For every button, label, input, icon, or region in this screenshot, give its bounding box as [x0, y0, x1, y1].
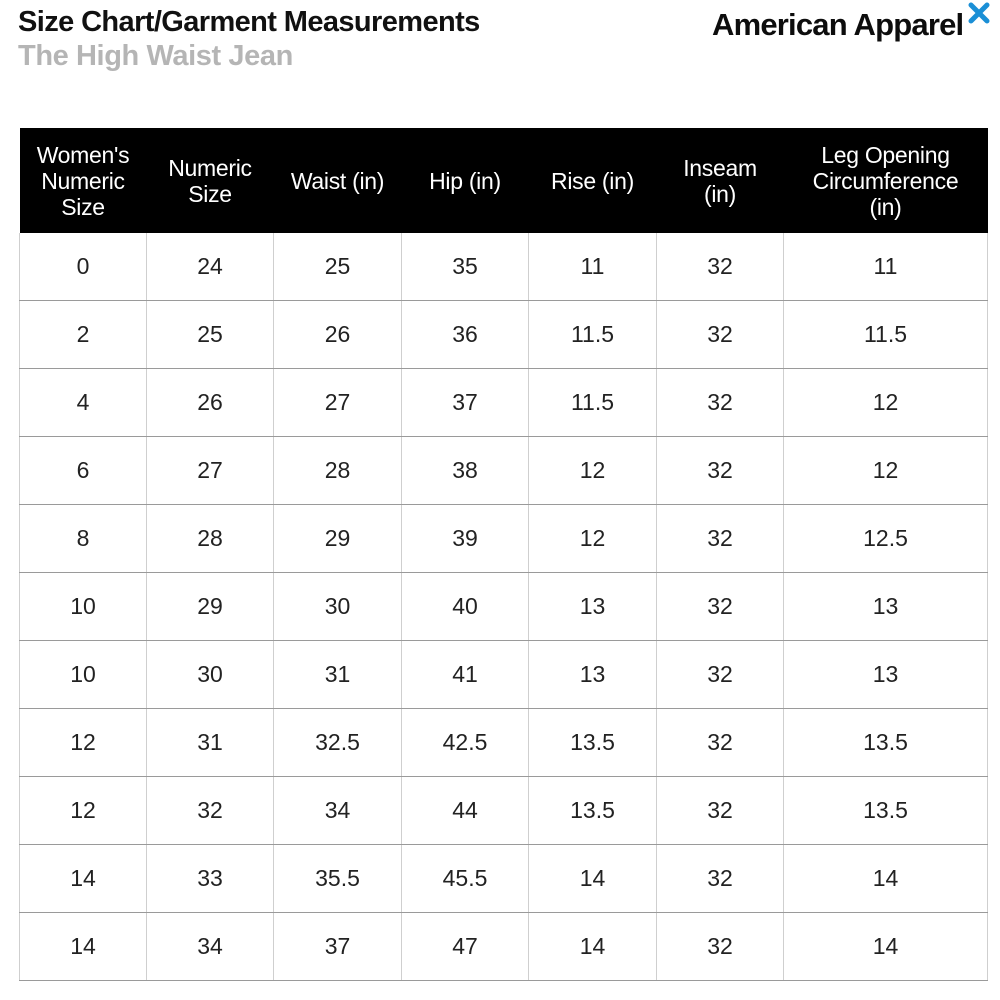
- table-row: [20, 709, 988, 777]
- table-cell: 13: [784, 641, 988, 709]
- table-cell: 34: [274, 777, 402, 845]
- column-header-waist: Waist (in): [274, 128, 402, 233]
- table-cell: 13.5: [529, 709, 657, 777]
- table-row: [20, 437, 988, 505]
- table-cell: 12: [20, 777, 147, 845]
- table-cell: 11: [529, 233, 657, 301]
- table-cell: 13: [529, 641, 657, 709]
- table-cell: 12: [784, 369, 988, 437]
- table-cell: 14: [784, 845, 988, 913]
- table-cell: 32: [657, 301, 784, 369]
- table-row: [20, 301, 988, 369]
- table-row: [20, 505, 988, 573]
- table-cell: 32: [657, 573, 784, 641]
- table-cell: 13.5: [784, 777, 988, 845]
- table-row: [20, 845, 988, 913]
- table-cell: 32.5: [274, 709, 402, 777]
- table-cell: 32: [147, 777, 274, 845]
- column-header-womens-numeric-size: Women's Numeric Size: [20, 128, 147, 233]
- table-cell: 34: [147, 913, 274, 981]
- page-subtitle: The High Waist Jean: [18, 40, 293, 72]
- column-header-inseam: Inseam (in): [657, 128, 784, 233]
- table-cell: 11.5: [529, 301, 657, 369]
- column-header-hip: Hip (in): [402, 128, 529, 233]
- table-cell: 14: [20, 845, 147, 913]
- table-row: [20, 913, 988, 981]
- table-cell: 32: [657, 845, 784, 913]
- table-row: [20, 369, 988, 437]
- table-cell: 41: [402, 641, 529, 709]
- brand-logo: American Apparel: [712, 7, 964, 42]
- table-cell: 32: [657, 505, 784, 573]
- size-chart-table: [19, 128, 988, 981]
- table-cell: 14: [529, 913, 657, 981]
- table-cell: 13: [529, 573, 657, 641]
- table-body: [20, 233, 988, 981]
- table-cell: 14: [529, 845, 657, 913]
- table-cell: 4: [20, 369, 147, 437]
- table-cell: 28: [274, 437, 402, 505]
- table-cell: 29: [274, 505, 402, 573]
- table-cell: 32: [657, 233, 784, 301]
- table-cell: 37: [274, 913, 402, 981]
- table-cell: 38: [402, 437, 529, 505]
- table-cell: 12: [529, 505, 657, 573]
- table-cell: 36: [402, 301, 529, 369]
- table-cell: 11: [784, 233, 988, 301]
- page-title: Size Chart/Garment Measurements: [18, 6, 480, 38]
- table-cell: 47: [402, 913, 529, 981]
- table-cell: 30: [274, 573, 402, 641]
- table-cell: 0: [20, 233, 147, 301]
- table-cell: 2: [20, 301, 147, 369]
- table-cell: 10: [20, 573, 147, 641]
- table-cell: 31: [274, 641, 402, 709]
- table-cell: 13: [784, 573, 988, 641]
- table-cell: 26: [274, 301, 402, 369]
- column-header-rise: Rise (in): [529, 128, 657, 233]
- table-header-row: [20, 128, 988, 233]
- table-cell: 32: [657, 913, 784, 981]
- close-icon: [966, 0, 992, 26]
- table-cell: 32: [657, 777, 784, 845]
- table-cell: 37: [402, 369, 529, 437]
- table-cell: 12: [20, 709, 147, 777]
- table-cell: 10: [20, 641, 147, 709]
- table-row: [20, 777, 988, 845]
- table-cell: 45.5: [402, 845, 529, 913]
- table-row: [20, 573, 988, 641]
- table-cell: 24: [147, 233, 274, 301]
- table-cell: 40: [402, 573, 529, 641]
- table-cell: 13.5: [784, 709, 988, 777]
- table-cell: 27: [147, 437, 274, 505]
- table-cell: 29: [147, 573, 274, 641]
- column-header-numeric-size: Numeric Size: [147, 128, 274, 233]
- table-cell: 44: [402, 777, 529, 845]
- table-cell: 27: [274, 369, 402, 437]
- table-cell: 33: [147, 845, 274, 913]
- table-cell: 35: [402, 233, 529, 301]
- table-cell: 32: [657, 709, 784, 777]
- table-cell: 8: [20, 505, 147, 573]
- table-cell: 31: [147, 709, 274, 777]
- table-cell: 32: [657, 437, 784, 505]
- table-cell: 26: [147, 369, 274, 437]
- table-cell: 12: [529, 437, 657, 505]
- table-cell: 25: [147, 301, 274, 369]
- table-cell: 14: [784, 913, 988, 981]
- table-cell: 13.5: [529, 777, 657, 845]
- table-cell: 30: [147, 641, 274, 709]
- table-cell: 32: [657, 369, 784, 437]
- column-header-leg-opening: Leg Opening Circumference (in): [784, 128, 988, 233]
- table-cell: 12.5: [784, 505, 988, 573]
- table-cell: 42.5: [402, 709, 529, 777]
- table-cell: 6: [20, 437, 147, 505]
- table-cell: 25: [274, 233, 402, 301]
- table-cell: 28: [147, 505, 274, 573]
- table-cell: 32: [657, 641, 784, 709]
- table-cell: 35.5: [274, 845, 402, 913]
- table-cell: 12: [784, 437, 988, 505]
- table-cell: 39: [402, 505, 529, 573]
- table-cell: 14: [20, 913, 147, 981]
- close-button[interactable]: [966, 0, 992, 26]
- table-cell: 11.5: [784, 301, 988, 369]
- table-row: [20, 641, 988, 709]
- table-cell: 11.5: [529, 369, 657, 437]
- table-row: [20, 233, 988, 301]
